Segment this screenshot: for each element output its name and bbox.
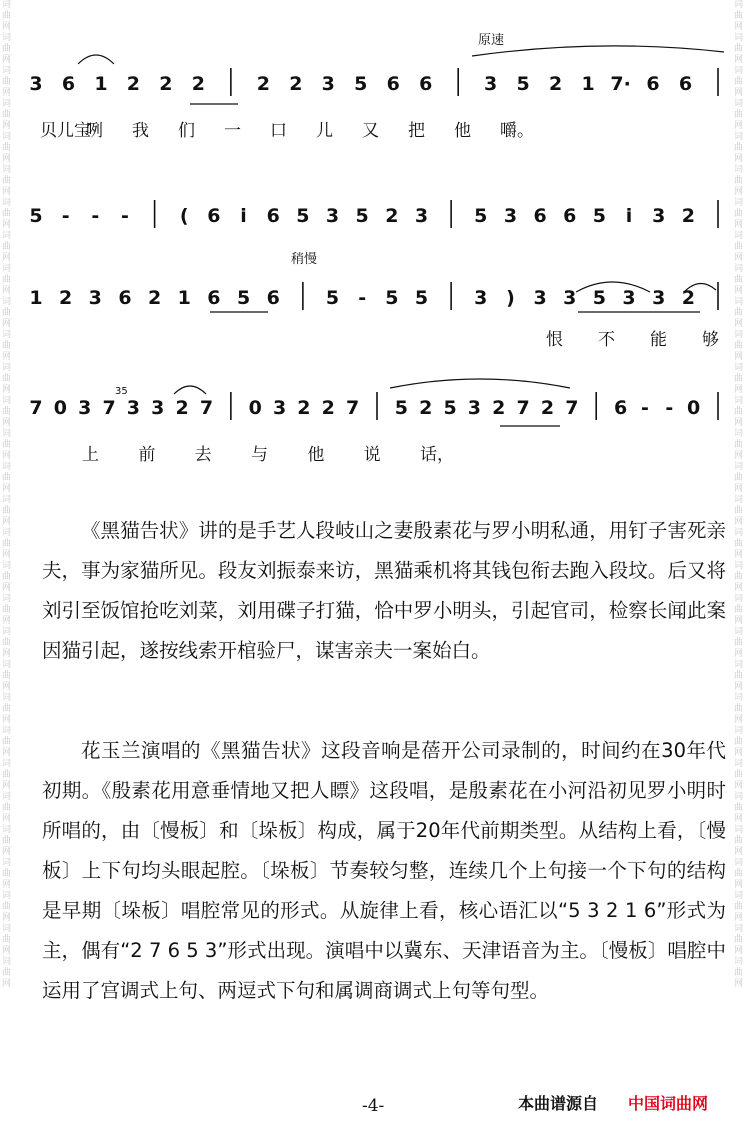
paragraph-synopsis: 《黑猫告状》讲的是手艺人段岐山之妻殷素花与罗小明私通，用钉子害死亲夫，事为家猫所见。段友刘振泰来访，黑猫乘机将其钱包衔去跑入段坟。后又将刘引至饭馆抢吃刘菜，刘用碟子打猫，恰中罗小明头，引起官司，检察长闻此案因猫引起，遂按线索开棺验尸，谋害亲夫一案始白。 xyxy=(42,519,726,662)
score-note: 6 xyxy=(266,205,280,227)
score-note: i xyxy=(240,205,247,227)
score-note: 3 xyxy=(652,287,666,309)
score-note: 7 xyxy=(29,397,43,419)
tempo-mark-original: 原速 xyxy=(478,33,505,48)
lyric-syllable: 我 xyxy=(132,121,149,141)
score-note: - xyxy=(358,287,367,309)
lyric-syllable: 又 xyxy=(362,121,379,141)
score-note: 5 xyxy=(296,205,310,227)
score-note: 2 xyxy=(59,287,73,309)
lyric-syllable: 前 xyxy=(138,445,156,465)
score-note: 6 xyxy=(118,287,132,309)
score-note: 2 xyxy=(681,205,695,227)
score-note: 5 xyxy=(354,73,368,95)
score-note: 7 xyxy=(565,397,579,419)
score-note: 6 xyxy=(207,287,221,309)
lyric-syllable: 够 xyxy=(702,330,719,350)
score-note: 0 xyxy=(248,397,262,419)
watermark-left: 词曲网词曲网词曲网词曲网词曲网词曲网词曲网词曲网词曲网词曲网词曲网词曲网词曲网词曲网词曲网词曲网词曲网词曲网词曲网词曲网词曲网词曲网词曲网词曲网词曲网词曲网词曲网词曲网词曲网词曲网 xyxy=(2,0,12,989)
score-note: 6 xyxy=(678,73,693,95)
score-note: 2 xyxy=(549,73,563,95)
score-note: 2 xyxy=(256,73,270,95)
score-note: i xyxy=(625,205,633,227)
source-site: 中国词曲网 xyxy=(628,1094,709,1113)
lyric-syllable: 他 xyxy=(307,445,325,465)
lyric-syllable: 说 xyxy=(363,445,381,465)
tempo-mark-slower: 稍慢 xyxy=(291,252,318,267)
score-note: 3 xyxy=(563,287,577,309)
paragraph-analysis: 花玉兰演唱的《黑猫告状》这段音响是蓓开公司录制的，时间约在30年代初期。《殷素花用意垂情地又把人瞟》这段唱，是殷素花在小河沿初见罗小明时所唱的，由〔慢板〕和〔垛板〕构成，属于20年代前期类型。从结构上看，〔慢板〕上下句均头眼起腔。〔垛板〕节奏较匀整，连续几个上句接一个下句的结构是早期〔垛板〕唱腔常见的形式。从旋律上看，核心语汇以“5 3 2 1 6”形式为主，偶有“2 7 6 5 3”形式出现。演唱中以冀东、天津语音为主。〔慢板〕唱腔中运用了宫调式上句、两逗式下句和属调商调式上句等句型。 xyxy=(42,739,726,1002)
score-note: 2 xyxy=(540,397,555,419)
score-note: 1 xyxy=(94,73,108,95)
score-note: 3 xyxy=(474,287,488,309)
score-note: 2 xyxy=(297,397,311,419)
score-note: 5 xyxy=(414,287,429,309)
score-note: 6 xyxy=(61,73,76,95)
score-note: 2 xyxy=(321,397,335,419)
score-note: 3 xyxy=(467,397,482,419)
score-note: 5 xyxy=(236,287,251,309)
score-note: 0 xyxy=(53,397,67,419)
score-note: 7 xyxy=(516,397,530,419)
score-note: 2 xyxy=(419,397,433,419)
lyric-syllable: 口 xyxy=(270,121,287,141)
score-note: 5 xyxy=(443,397,457,419)
score-note: 6 xyxy=(646,73,660,95)
score-note: 3 xyxy=(652,205,666,227)
score-note: ) xyxy=(506,287,515,309)
lyric-syllable: 去 xyxy=(194,445,212,465)
lyric-syllable: 把 xyxy=(408,121,425,141)
lyric-syllable: 嚼。 xyxy=(500,121,534,141)
score-note: 3 xyxy=(88,287,102,309)
score-note: 1 xyxy=(581,73,595,95)
score-note: 6 xyxy=(419,73,433,95)
source-label: 本曲谱源自 xyxy=(518,1094,599,1113)
score-note: - xyxy=(640,397,649,419)
score-note: 2 xyxy=(191,73,205,95)
lyric-syllable: 儿 xyxy=(316,121,333,141)
score-note: 2 xyxy=(681,287,695,309)
score-note: 7· xyxy=(610,73,631,95)
score-note: 6 xyxy=(613,397,628,419)
score-note: 3 xyxy=(29,73,43,95)
page-number: -4- xyxy=(362,1096,385,1116)
slur-arc xyxy=(576,282,650,292)
score-note: 6 xyxy=(207,205,221,227)
score-note: 3 xyxy=(622,287,636,309)
score-note: 3 xyxy=(533,287,547,309)
score-note: 5 xyxy=(325,287,340,309)
score-note: 3 xyxy=(325,205,340,227)
score-note: 7 xyxy=(199,397,214,419)
score-note: 3 xyxy=(503,205,518,227)
score-note: 3 xyxy=(151,397,165,419)
score-note: 3 xyxy=(484,73,498,95)
numbered-music-score xyxy=(0,0,750,480)
slur-arc xyxy=(78,55,114,64)
lyric-syllable: 话， xyxy=(420,445,454,465)
score-note: 6 xyxy=(266,287,280,309)
score-note: 3 xyxy=(126,397,141,419)
score-note: 6 xyxy=(533,205,547,227)
lyric-syllable: 贝儿宝 xyxy=(40,121,91,141)
score-note: 6 xyxy=(386,73,400,95)
score-note: 5 xyxy=(474,205,488,227)
lyric-syllable: 们 xyxy=(178,121,195,141)
score-note: 2 xyxy=(289,73,303,95)
score-note: 2 xyxy=(175,397,189,419)
score-note: 3 xyxy=(78,397,92,419)
lyric-syllable: 咧 xyxy=(86,121,103,141)
slur-arc xyxy=(174,386,206,394)
lyric-syllable: 上 xyxy=(82,445,99,465)
score-note: - xyxy=(91,205,100,227)
score-note: 5 xyxy=(592,205,607,227)
score-note: 5 xyxy=(394,397,408,419)
score-note: 3 xyxy=(414,205,429,227)
lyric-syllable: 他 xyxy=(454,121,471,141)
score-note: 3 xyxy=(272,397,287,419)
score-note: ( xyxy=(179,205,189,227)
score-note: 5 xyxy=(385,287,399,309)
score-note: 5 xyxy=(29,205,43,227)
score-note: 7 xyxy=(346,397,360,419)
lyric-syllable: 与 xyxy=(251,445,268,465)
score-note: 3 xyxy=(321,73,335,95)
score-note: 5 xyxy=(355,205,369,227)
slur-arc xyxy=(472,46,724,56)
score-note: 2 xyxy=(159,73,173,95)
lyric-syllable: 能 xyxy=(650,330,667,350)
grace-note: 35 xyxy=(115,386,128,397)
score-note: - xyxy=(121,205,129,227)
score-note: 2 xyxy=(492,397,506,419)
score-note: 2 xyxy=(147,287,162,309)
score-note: 5 xyxy=(592,287,607,309)
lyric-syllable: 不 xyxy=(598,330,615,350)
lyric-syllable: 恨 xyxy=(546,330,563,350)
score-note: 6 xyxy=(563,205,577,227)
score-note: 0 xyxy=(687,397,701,419)
score-note: 7 xyxy=(102,397,116,419)
score-note: 1 xyxy=(177,287,191,309)
watermark-right: 词曲网词曲网词曲网词曲网词曲网词曲网词曲网词曲网词曲网词曲网词曲网词曲网词曲网词曲网词曲网词曲网词曲网词曲网词曲网词曲网词曲网词曲网词曲网词曲网词曲网词曲网词曲网词曲网词曲网词曲网 xyxy=(734,0,744,989)
score-note: 2 xyxy=(385,205,399,227)
score-note: - xyxy=(61,205,70,227)
score-note: 5 xyxy=(516,73,530,95)
slur-arc xyxy=(390,379,570,388)
score-note: - xyxy=(665,397,674,419)
score-note: 2 xyxy=(126,73,141,95)
lyric-syllable: 一 xyxy=(224,121,241,141)
score-note: 1 xyxy=(29,287,43,309)
